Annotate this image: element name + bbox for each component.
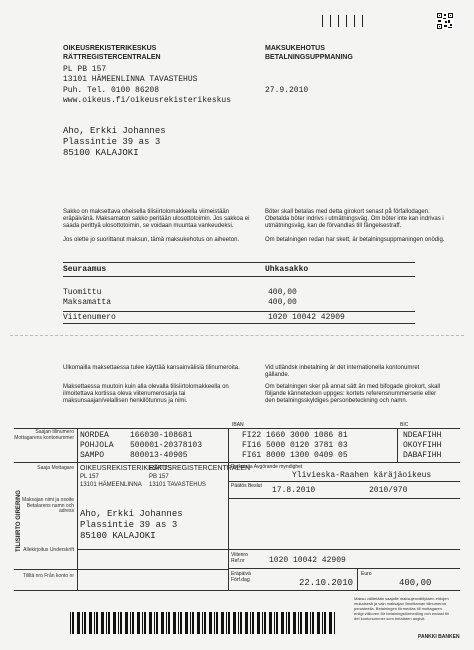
barcode-bar [322, 612, 323, 634]
barcode-bar [125, 612, 128, 634]
due-label: Eräpäivä Förf.dag [231, 571, 251, 583]
perforation-line [10, 335, 464, 336]
reference-label: Viitenumero [63, 313, 116, 322]
ref-label: Viitenro Ref.nr [231, 552, 248, 564]
notice-fi-1: Sakko on maksettava oheisella tilisiirtolomakkeella viimeistään eräpäivänä. Maksamaton sakko peritään ulosottotoimin. Jos sakkoa ei saada perittyä ulosottotoimin, se voidaan muuntaa vankeudeksi. [63, 209, 250, 229]
barcode-bar [185, 612, 188, 634]
bank-name-2: POHJOLA [80, 441, 114, 450]
barcode-bar [250, 612, 251, 634]
signature-label: Allekirjoitus Underskrift [23, 547, 74, 553]
notice-sv-2: Om betalningen redan har skett, är betalningsuppmaningen onödig. [265, 237, 445, 243]
barcode-bar [281, 612, 284, 634]
barcode-bar [180, 612, 182, 634]
decision-number: 2010/970 [369, 486, 408, 495]
barcode-bar [96, 612, 98, 634]
barcode-bar [274, 612, 275, 634]
barcode-bar [156, 612, 158, 634]
payee-name-fi: OIKEUSREKISTERIKESKUS [80, 465, 172, 472]
foreign-fi-1: Ulkomailla maksettaessa tulee käyttää kansainvälisiä tilinumeroita. [63, 365, 240, 371]
barcode-bar [137, 612, 140, 634]
barcode-bar [168, 612, 170, 634]
authority-value: Ylivieska-Raahen käräjäoikeus [292, 471, 432, 480]
foreign-fi-2: Maksettaessa muutoin kuin alla olevalla tilisiirtolomakkeella on ilmoitettava kortissa oleva viitenumerosarja tai maksunsaajan/velallisen henkilötunnus ja nimi. [63, 384, 229, 404]
barcode-bar [310, 612, 311, 634]
iban-2: FI16 5000 0120 3781 03 [242, 441, 348, 450]
slip-reference: 1020 10042 42909 [269, 556, 346, 565]
barcode-bar [300, 612, 302, 634]
slip-amount: 400,00 [399, 578, 432, 588]
bic-1: NDEAFIHH [403, 431, 442, 440]
barcode-bar [84, 612, 86, 634]
barcode-bar [286, 612, 287, 634]
barcode-bar [209, 612, 212, 634]
barcode-bar [82, 612, 83, 634]
payer-street: Plassintie 39 as 3 [80, 520, 178, 530]
barcode-bar [312, 612, 314, 634]
bank-account-1: 166030-108681 [130, 431, 193, 440]
slip-side-label: TILISIIRTO GIRERING [16, 490, 22, 552]
letter-date: 27.9.2010 [265, 86, 309, 95]
authority-label: Ratkaisija Avgörande myndighet [231, 464, 303, 470]
decision-label: Päätös Beslut [231, 483, 262, 489]
amount-unpaid-label: Maksamatta [63, 298, 112, 307]
payee-pobox-sv: PB 157 [149, 474, 169, 480]
barcode-bar [329, 612, 332, 634]
barcode-bar [264, 612, 266, 634]
recipient-city: 85100 KALAJOKI [63, 148, 139, 158]
barcode-bar [245, 612, 248, 634]
barcode-bar [233, 612, 236, 634]
barcode-bar [276, 612, 278, 634]
amount-sentenced-label: Tuomittu [63, 288, 102, 297]
barcode-bar [106, 612, 107, 634]
barcode-bar [216, 612, 218, 634]
barcode-bar [173, 612, 176, 634]
bic-label: BIC [400, 422, 409, 428]
barcode-bar [94, 612, 95, 634]
barcode-bar [262, 612, 263, 634]
sender-name-sv: RÄTTREGISTERCENTRALEN [63, 54, 161, 61]
sender-web: www.oikeus.fi/oikeusrekisterikeskus [63, 96, 232, 105]
bank-name-1: NORDEA [80, 431, 109, 440]
barcode-bar [288, 612, 290, 634]
barcode-bar [240, 612, 242, 634]
doc-title-fi: MAKSUKEHOTUS [265, 45, 325, 52]
payment-slip [14, 422, 460, 590]
barcode-bar [118, 612, 119, 634]
notice-sv-1: Böter skall betalas med detta girokort senast på förfallodagen. Obetalda böter indrivs i utmätningsväg. Om böter inte kan indrivas i utmätningsväg, kan de förvandlas till fängelsestraff. [265, 209, 444, 229]
barcode-bar [298, 612, 299, 634]
from-account-label: Tililtä nro Från konto nr [22, 573, 74, 579]
signature-field[interactable] [80, 556, 224, 566]
reference-value: 1020 10042 42909 [268, 313, 345, 322]
bank-account-3: 800013-40905 [130, 451, 188, 460]
barcode-bar [149, 612, 152, 634]
barcode-bar [202, 612, 203, 634]
sender-city: 13101 HÄMEENLINNA TAVASTEHUS [63, 75, 198, 84]
payee-pobox-fi: PL 157 [80, 474, 99, 480]
payee-city-fi: 13101 HÄMEENLINNA [80, 482, 142, 488]
barcode-bar [324, 612, 326, 634]
bic-2: OKOYFIHH [403, 441, 442, 450]
barcode-bar [204, 612, 206, 634]
doc-title-sv: BETALNINGSUPPMANING [265, 54, 353, 61]
barcode-bar [293, 612, 296, 634]
barcode-bar [132, 612, 134, 634]
amount-sentenced-value: 400,00 [268, 288, 297, 297]
foreign-sv-1: Vid utländsk inbetalning är det internationella kontonumret gällande. [265, 365, 420, 378]
due-date: 22.10.2010 [299, 578, 354, 588]
iban-label: IBAN [232, 422, 244, 428]
recipient-street: Plassintie 39 as 3 [63, 137, 161, 147]
barcode-bar [269, 612, 272, 634]
sender-phone: Puh. Tel. 0100 86208 [63, 86, 160, 95]
barcode-bar [72, 612, 74, 634]
consequence-fi: Seuraamus [63, 265, 107, 274]
euro-label: Euro [361, 571, 372, 577]
barcode-bar [161, 612, 164, 634]
barcode-bar [197, 612, 200, 634]
recipient-name: Aho, Erkki Johannes [63, 126, 166, 136]
barcode-bar [89, 612, 92, 634]
barcode-bar [178, 612, 179, 634]
barcode [70, 612, 340, 634]
barcode-bar [142, 612, 143, 634]
consequence-sv: Uhkasakko [265, 265, 309, 274]
payee-name-sv: RÄTTSREGISTERCENTRALEN [149, 465, 251, 472]
barcode-bar [238, 612, 239, 634]
barcode-bar [334, 612, 335, 634]
iban-1: FI22 1660 3000 1086 81 [242, 431, 348, 440]
from-account-field[interactable] [80, 572, 224, 588]
barcode-bar [113, 612, 116, 634]
barcode-bar [305, 612, 308, 634]
sender-name-fi: OIKEUSREKISTERIKESKUS [63, 45, 157, 52]
barcode-bar [221, 612, 224, 634]
amount-unpaid-value: 400,00 [268, 298, 297, 307]
barcode-bar [166, 612, 167, 634]
decision-date: 17.8.2010 [272, 486, 316, 495]
barcode-bar [190, 612, 191, 634]
barcode-bar [77, 612, 80, 634]
barcode-bar [317, 612, 320, 634]
barcode-bar [144, 612, 146, 634]
payee-account-label: Saajan tilinumero Mottagarens kontonummer [14, 429, 74, 441]
iban-3: FI61 8000 1300 0409 05 [242, 451, 348, 460]
barcode-bar [130, 612, 131, 634]
barcode-bar [70, 612, 71, 634]
payee-city-sv: 13101 TAVASTEHUS [149, 482, 206, 488]
barcode-bar [214, 612, 215, 634]
bic-3: DABAFIHH [403, 451, 442, 460]
sender-pobox: PL PB 157 [63, 65, 107, 74]
barcode-bar [192, 612, 194, 634]
barcode-bar [101, 612, 104, 634]
bank-account-2: 500001-20378103 [130, 441, 203, 450]
bank-name-3: SAMPO [80, 451, 105, 460]
barcode-bar [154, 612, 155, 634]
barcode-bar [120, 612, 122, 634]
bank-label: PANKKI BANKEN [418, 634, 460, 640]
barcode-bar [228, 612, 230, 634]
registration-ticks [322, 14, 370, 32]
payer-name: Aho, Erkki Johannes [80, 509, 183, 519]
payer-label: Maksajan nimi ja osoite Betalarens namn och adress [22, 497, 74, 514]
qr-code [436, 12, 454, 30]
payer-city: 85100 KALAJOKI [80, 531, 156, 541]
slip-footer-text: Maksu välitetään saajalle maksujenvälityksen ehtojen mukaisesti ja vain maksajan ilmoittaman tilinumeron perusteella. Betalningen förmedlas till mottagaren enligt villkoren för betalningsförmedling och endast till det kontonummer som betalaren angivit. [354, 596, 449, 621]
barcode-bar [252, 612, 254, 634]
foreign-sv-2: Om betalningen sker på annat sätt än med bifogade girokort, skall följande kännetecken uppges: kortets referensnummerserie eller den betalningsskyldiges personbeteckning och namn. [265, 384, 441, 404]
barcode-bar [257, 612, 260, 634]
notice-fi-2: Jos olette jo suorittanut maksun, tämä maksukehotus on aiheeton. [63, 237, 240, 243]
barcode-bar [226, 612, 227, 634]
payee-label: Saaja Mottagare [37, 465, 74, 471]
barcode-bar [108, 612, 110, 634]
